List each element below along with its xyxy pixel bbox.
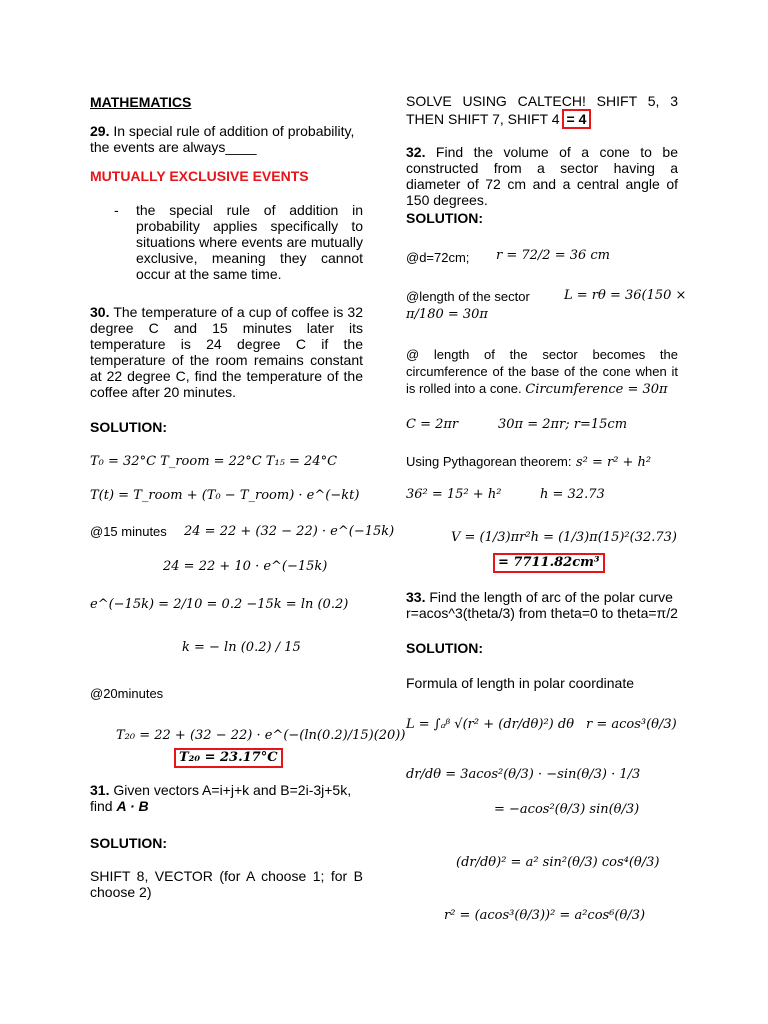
circumference-text: @ length of the sector becomes the circumference of the base of the cone when it is rolled into a cone.: [406, 347, 678, 396]
diameter-given: @d=72cm;: [406, 250, 470, 265]
radius-equation: r = 72/2 = 36 cm: [496, 248, 611, 263]
at15-equation: 24 = 22 + (32 − 22) · e^(−15k): [184, 524, 395, 539]
solution-label: SOLUTION:: [90, 419, 167, 435]
question-text: In special rule of addition of probability, the events are always____: [90, 123, 355, 155]
height-value: h = 32.73: [540, 487, 605, 502]
answer-29: MUTUALLY EXCLUSIVE EVENTS: [90, 168, 309, 184]
givens-equation: T₀ = 32°C T_room = 22°C T₁₅ = 24°C: [90, 454, 338, 469]
exponential-equation: e^(−15k) = 2/10 = 0.2 −15k = ln (0.2): [90, 597, 349, 612]
derivative-squared: (dr/dθ)² = a² sin²(θ/3) cos⁴(θ/3): [456, 855, 660, 870]
arc-length-formula: L = ∫ₐᵝ √(r² + (dr/dθ)²) dθ: [406, 717, 575, 732]
r-squared: r² = (acos³(θ/3))² = a²cos⁶(θ/3): [444, 908, 646, 923]
question-29: [90, 123, 363, 155]
question-tail: A · B: [116, 798, 149, 814]
question-number: 30.: [90, 304, 110, 320]
bullet-text: the special rule of addition in probability applies specifically to situations where events are mutually exclusive, meaning they cannot occur at the same time.: [136, 202, 363, 282]
q31-steps: SHIFT 8, VECTOR (for A choose 1; for B choose 2): [90, 868, 363, 900]
question-number: 31.: [90, 782, 110, 798]
at20-label: @20minutes: [90, 686, 164, 701]
pythagorean-values: 36² = 15² + h²: [406, 487, 502, 502]
solution-label: SOLUTION:: [406, 210, 483, 226]
question-number: 33.: [406, 589, 426, 605]
question-30: [90, 304, 363, 400]
question-number: 32.: [406, 144, 426, 160]
volume-answer-box: [493, 553, 605, 573]
derivative-equation: dr/dθ = 3acos²(θ/3) · −sin(θ/3) · 1/3: [406, 767, 641, 782]
left-column: [90, 92, 406, 900]
question-text: Find the volume of a cone to be constructed from a sector having a diameter of 72 cm and a central angle of 150 degrees.: [406, 144, 678, 208]
circumference-explanation: [406, 346, 678, 398]
question-33: [406, 589, 678, 621]
solution-label-33: SOLUTION:: [406, 640, 483, 656]
question-31: [90, 782, 363, 814]
circumference-equation: Circumference = 30π: [525, 382, 668, 397]
caltech-answer: = 4: [562, 109, 592, 129]
sector-length-label: @length of the sector: [406, 289, 530, 304]
solution-label-31: SOLUTION:: [90, 835, 167, 851]
question-32: [406, 144, 678, 208]
cooling-model-equation: T(t) = T_room + (T₀ − T_room) · e^(−kt): [90, 488, 360, 503]
at15-label: @15 minutes: [90, 524, 167, 539]
caltech-text: SOLVE USING CALTECH! SHIFT 5, 3 THEN SHIFT 7, SHIFT 4: [406, 93, 678, 127]
pythagorean-equation: s² = r² + h²: [575, 455, 652, 470]
question-text: Find the length of arc of the polar curve r=acos^3(theta/3) from theta=0 to theta=π/2: [406, 589, 678, 621]
k-equation: k = − ln (0.2) / 15: [182, 640, 301, 655]
t20-answer-box: [174, 748, 283, 768]
sector-length-equation: L = rθ = 36(150 ×: [564, 288, 687, 303]
volume-answer: = 7711.82cm³: [493, 553, 605, 573]
volume-equation: V = (1/3)πr²h = (1/3)π(15)²(32.73): [451, 530, 677, 545]
section-title: MATHEMATICS: [90, 94, 192, 110]
t20-answer: T₂₀ = 23.17°C: [174, 748, 283, 768]
simplified-equation: 24 = 22 + 10 · e^(−15k): [163, 559, 328, 574]
answer-29-explanation: - the special rule of addition in probability applies specifically to situations where events are mutually exclusive, meaning they cannot occur at the same time.: [114, 202, 363, 282]
pythagorean-label: Using Pythagorean theorem:: [406, 454, 572, 469]
sector-length-result: π/180 = 30π: [406, 307, 488, 322]
radius-solution: 30π = 2πr; r=15cm: [498, 417, 628, 432]
derivative-simplified: = −acos²(θ/3) sin(θ/3): [494, 802, 640, 817]
polar-curve-equation: r = acos³(θ/3): [586, 717, 677, 732]
question-text: Given vectors A=i+j+k and B=2i-3j+5k, find: [90, 782, 352, 814]
pythagorean-line: [406, 453, 651, 471]
t20-equation: T₂₀ = 22 + (32 − 22) · e^(−(ln(0.2)/15)(20)): [116, 728, 406, 743]
caltech-instructions: [406, 93, 678, 129]
question-text: The temperature of a cup of coffee is 32 degree C and 15 minutes later its temperature is 24 degree C if the temperature of the room remains constant at 22 degree C, find the temperature of the coffee after 20 minutes.: [90, 304, 363, 400]
question-number: 29.: [90, 123, 110, 139]
polar-formula-label: Formula of length in polar coordinate: [406, 675, 635, 691]
circumference-formula: C = 2πr: [406, 417, 459, 432]
